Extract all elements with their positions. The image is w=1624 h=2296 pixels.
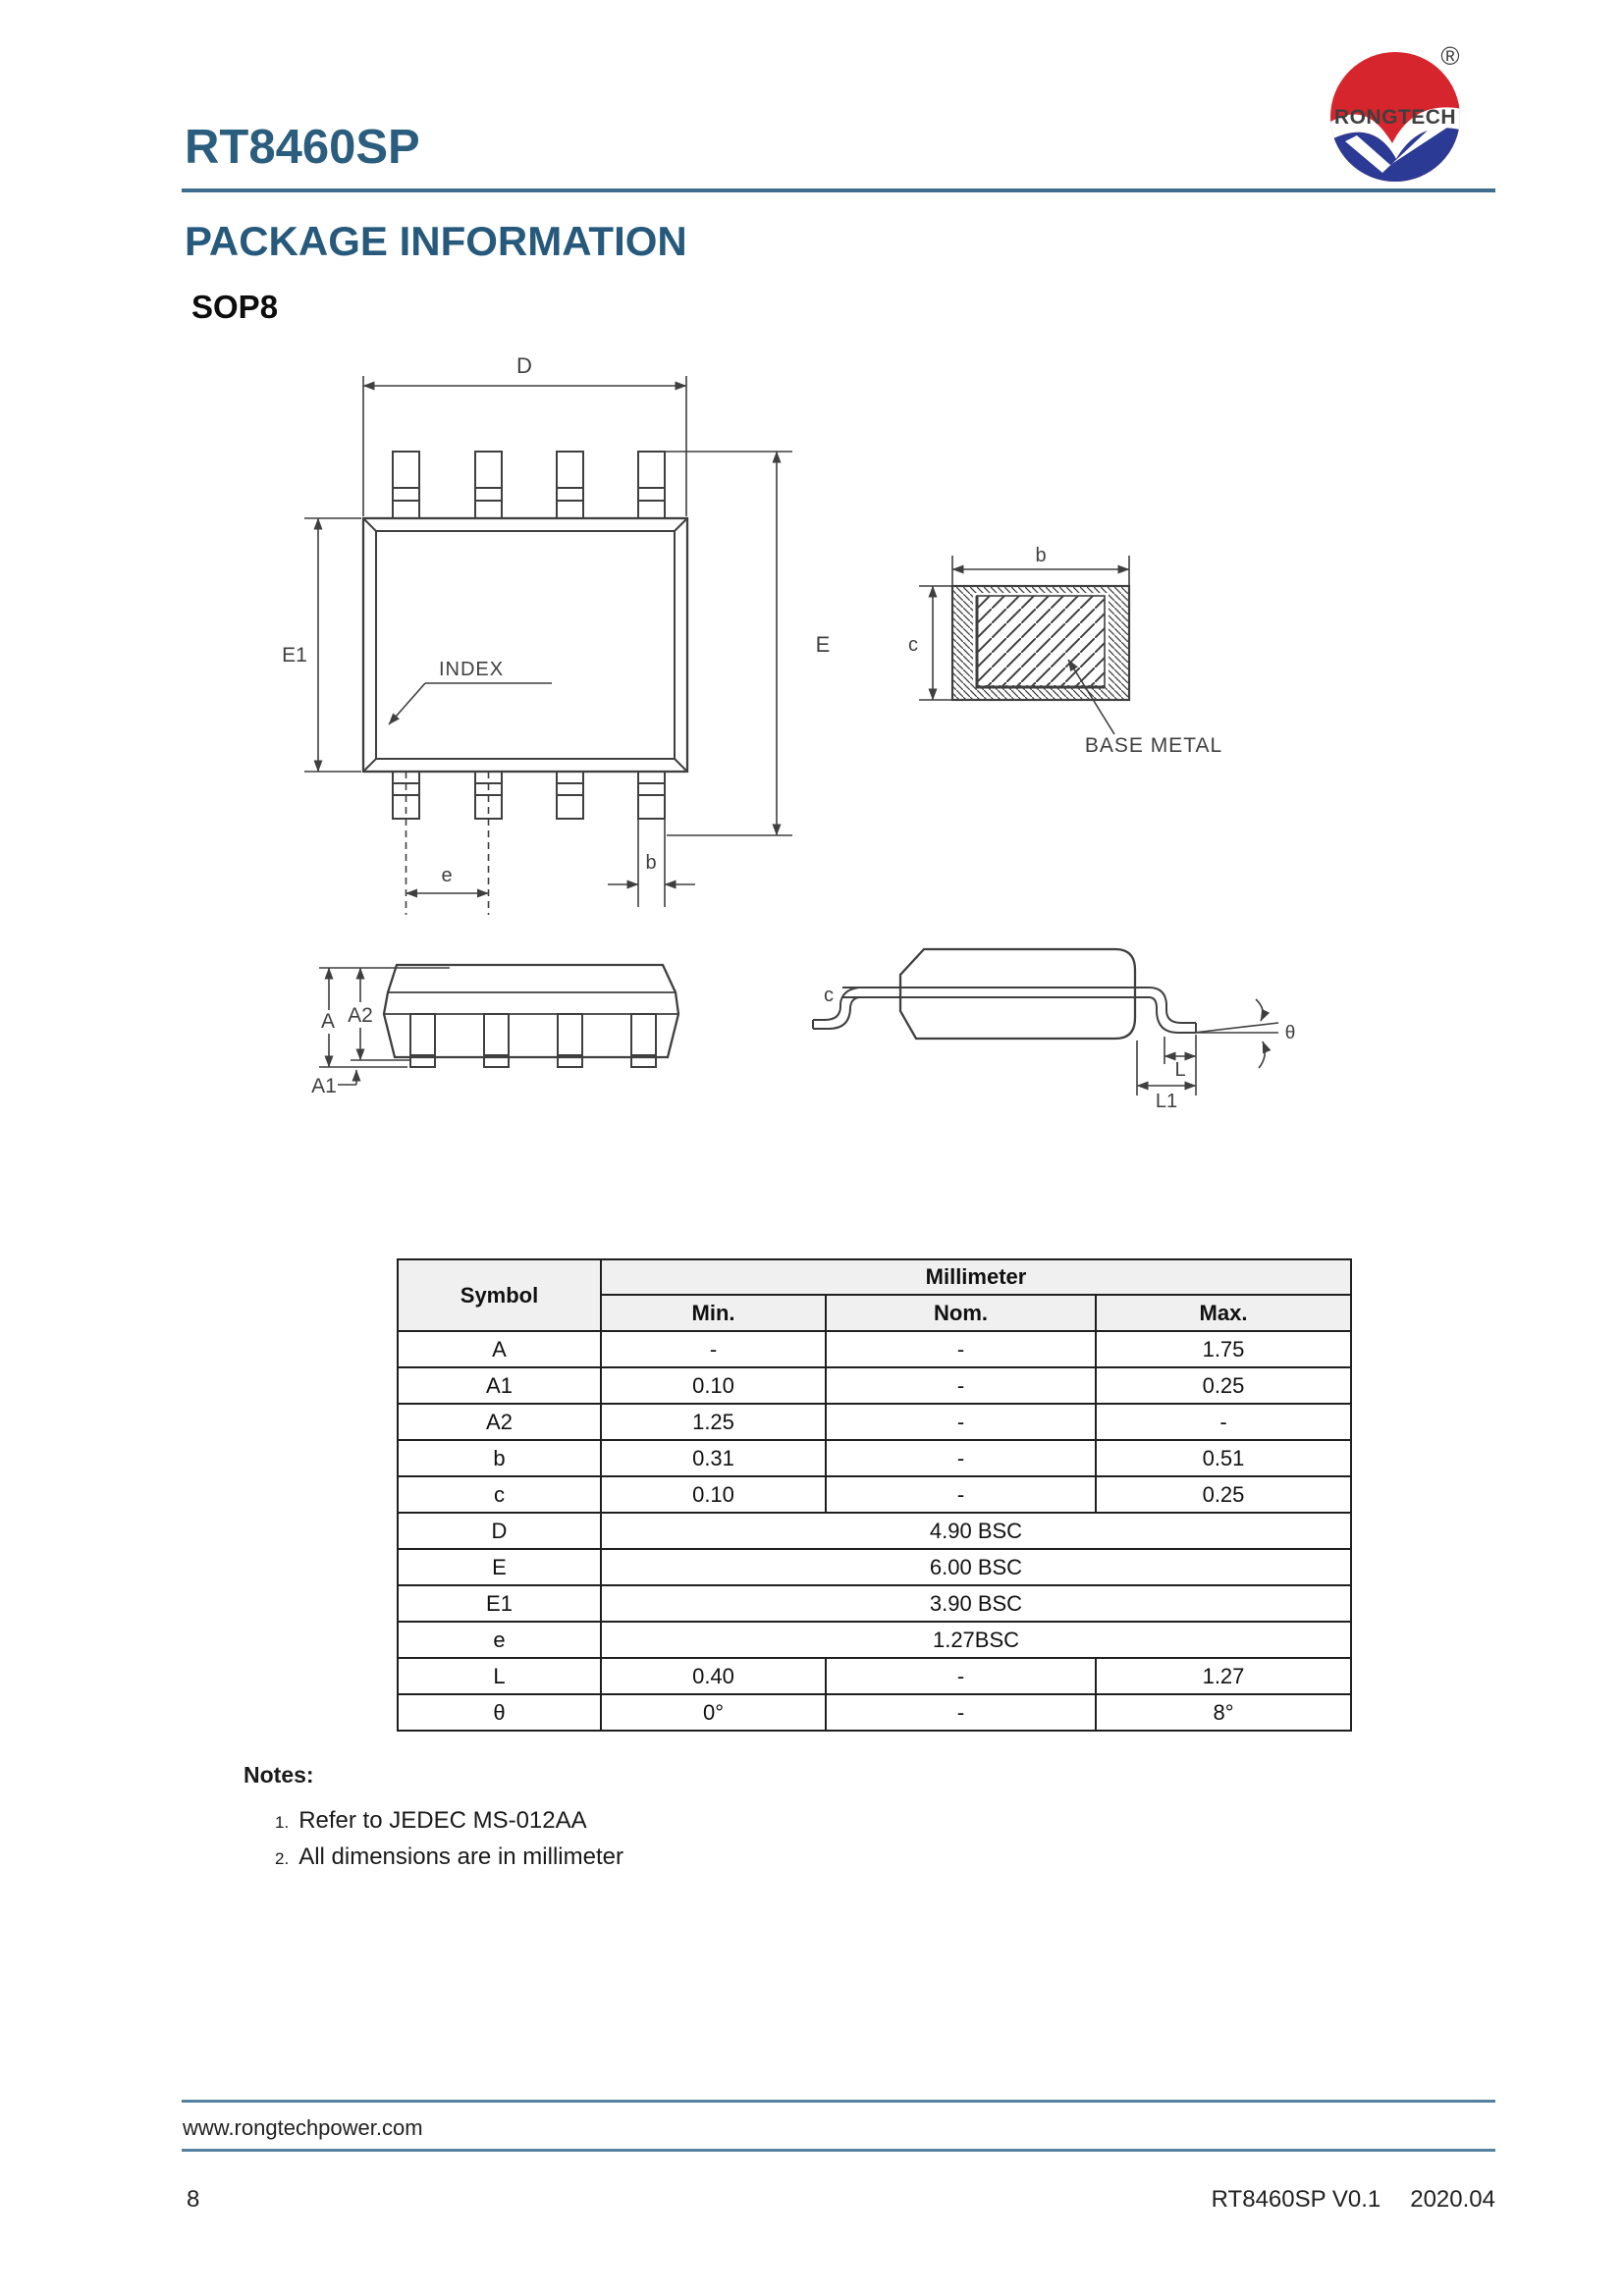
table-row: b 0.31 - 0.51 — [398, 1440, 1351, 1476]
dim-label-c: c — [908, 634, 918, 656]
table-row: A1 0.10 - 0.25 — [398, 1367, 1351, 1404]
table-row: D 4.90 BSC — [398, 1513, 1351, 1549]
header-rule — [182, 188, 1495, 192]
note-number: 2. — [275, 1849, 290, 1868]
note-item — [275, 1845, 623, 1869]
dim-label-d: D — [516, 353, 532, 378]
table-row: E1 3.90 BSC — [398, 1585, 1351, 1622]
table-row: θ 0° - 8° — [398, 1694, 1351, 1731]
doc-version: RT8460SP V0.1 — [1211, 2186, 1381, 2213]
page-number: 8 — [187, 2186, 200, 2213]
dim-label-theta: θ — [1284, 1023, 1296, 1043]
col-header-symbol: Symbol — [398, 1259, 601, 1331]
sop8-top-view-drawing — [147, 334, 874, 952]
table-header-row — [398, 1259, 1351, 1295]
lead-view-body — [900, 949, 1135, 1039]
base-metal-section-drawing — [874, 491, 1345, 775]
col-header-millimeter: Millimeter — [601, 1259, 1351, 1295]
side-view-pins — [410, 1014, 656, 1067]
dim-label-a1: A1 — [311, 1075, 337, 1097]
doc-title: RT8460SP — [185, 121, 420, 174]
doc-date: 2020.04 — [1410, 2186, 1495, 2213]
table-row: E 6.00 BSC — [398, 1549, 1351, 1585]
dim-label-c: c — [824, 985, 834, 1006]
rongtech-logo-icon — [1327, 43, 1470, 192]
note-number: 1. — [275, 1813, 290, 1832]
col-header-min: Min. — [601, 1295, 826, 1331]
table-row: L 0.40 - 1.27 — [398, 1658, 1351, 1694]
dim-label-pitch: e — [441, 865, 453, 886]
sop8-lead-profile-drawing — [805, 913, 1335, 1144]
dim-label-l: L — [1174, 1059, 1186, 1081]
top-pins — [393, 452, 665, 518]
dim-label-a2: A2 — [348, 1004, 373, 1027]
package-name: SOP8 — [191, 289, 279, 325]
notes-title: Notes: — [244, 1762, 314, 1788]
bottom-pins — [393, 772, 665, 819]
table-row: c 0.10 - 0.25 — [398, 1476, 1351, 1513]
base-metal-label: BASE METAL — [1084, 734, 1223, 757]
dim-label-l1: L1 — [1155, 1091, 1178, 1112]
registered-trademark-icon: ® — [1440, 43, 1460, 71]
footer-rule-bottom — [182, 2149, 1495, 2152]
logo-brand-text: RONGTECH — [1333, 106, 1457, 129]
footer-website: www.rongtechpower.com — [183, 2115, 423, 2140]
side-view-body — [384, 965, 678, 1057]
dim-label-e1: E1 — [282, 644, 307, 667]
table-row: A - - 1.75 — [398, 1331, 1351, 1367]
dim-label-a: A — [320, 1010, 336, 1033]
dim-label-b: b — [645, 852, 657, 874]
section-title: PACKAGE INFORMATION — [185, 218, 687, 264]
col-header-nom: Nom. — [826, 1295, 1096, 1331]
footer-rule-top — [182, 2100, 1495, 2103]
table-row: A2 1.25 - - — [398, 1404, 1351, 1440]
dimension-table — [397, 1258, 1352, 1732]
index-label: INDEX — [438, 659, 505, 680]
col-header-max: Max. — [1096, 1295, 1351, 1331]
top-view-body — [363, 518, 687, 772]
sop8-side-view-drawing — [226, 918, 776, 1129]
base-metal-core-hatch — [977, 596, 1105, 687]
dim-label-e: E — [815, 632, 831, 657]
dim-label-b: b — [1035, 545, 1047, 566]
note-text: All dimensions are in millimeter — [298, 1843, 623, 1870]
footer-doc-reference — [1212, 2188, 1495, 2212]
note-item — [275, 1809, 587, 1833]
table-row: e 1.27BSC — [398, 1622, 1351, 1658]
note-text: Refer to JEDEC MS-012AA — [298, 1807, 587, 1834]
